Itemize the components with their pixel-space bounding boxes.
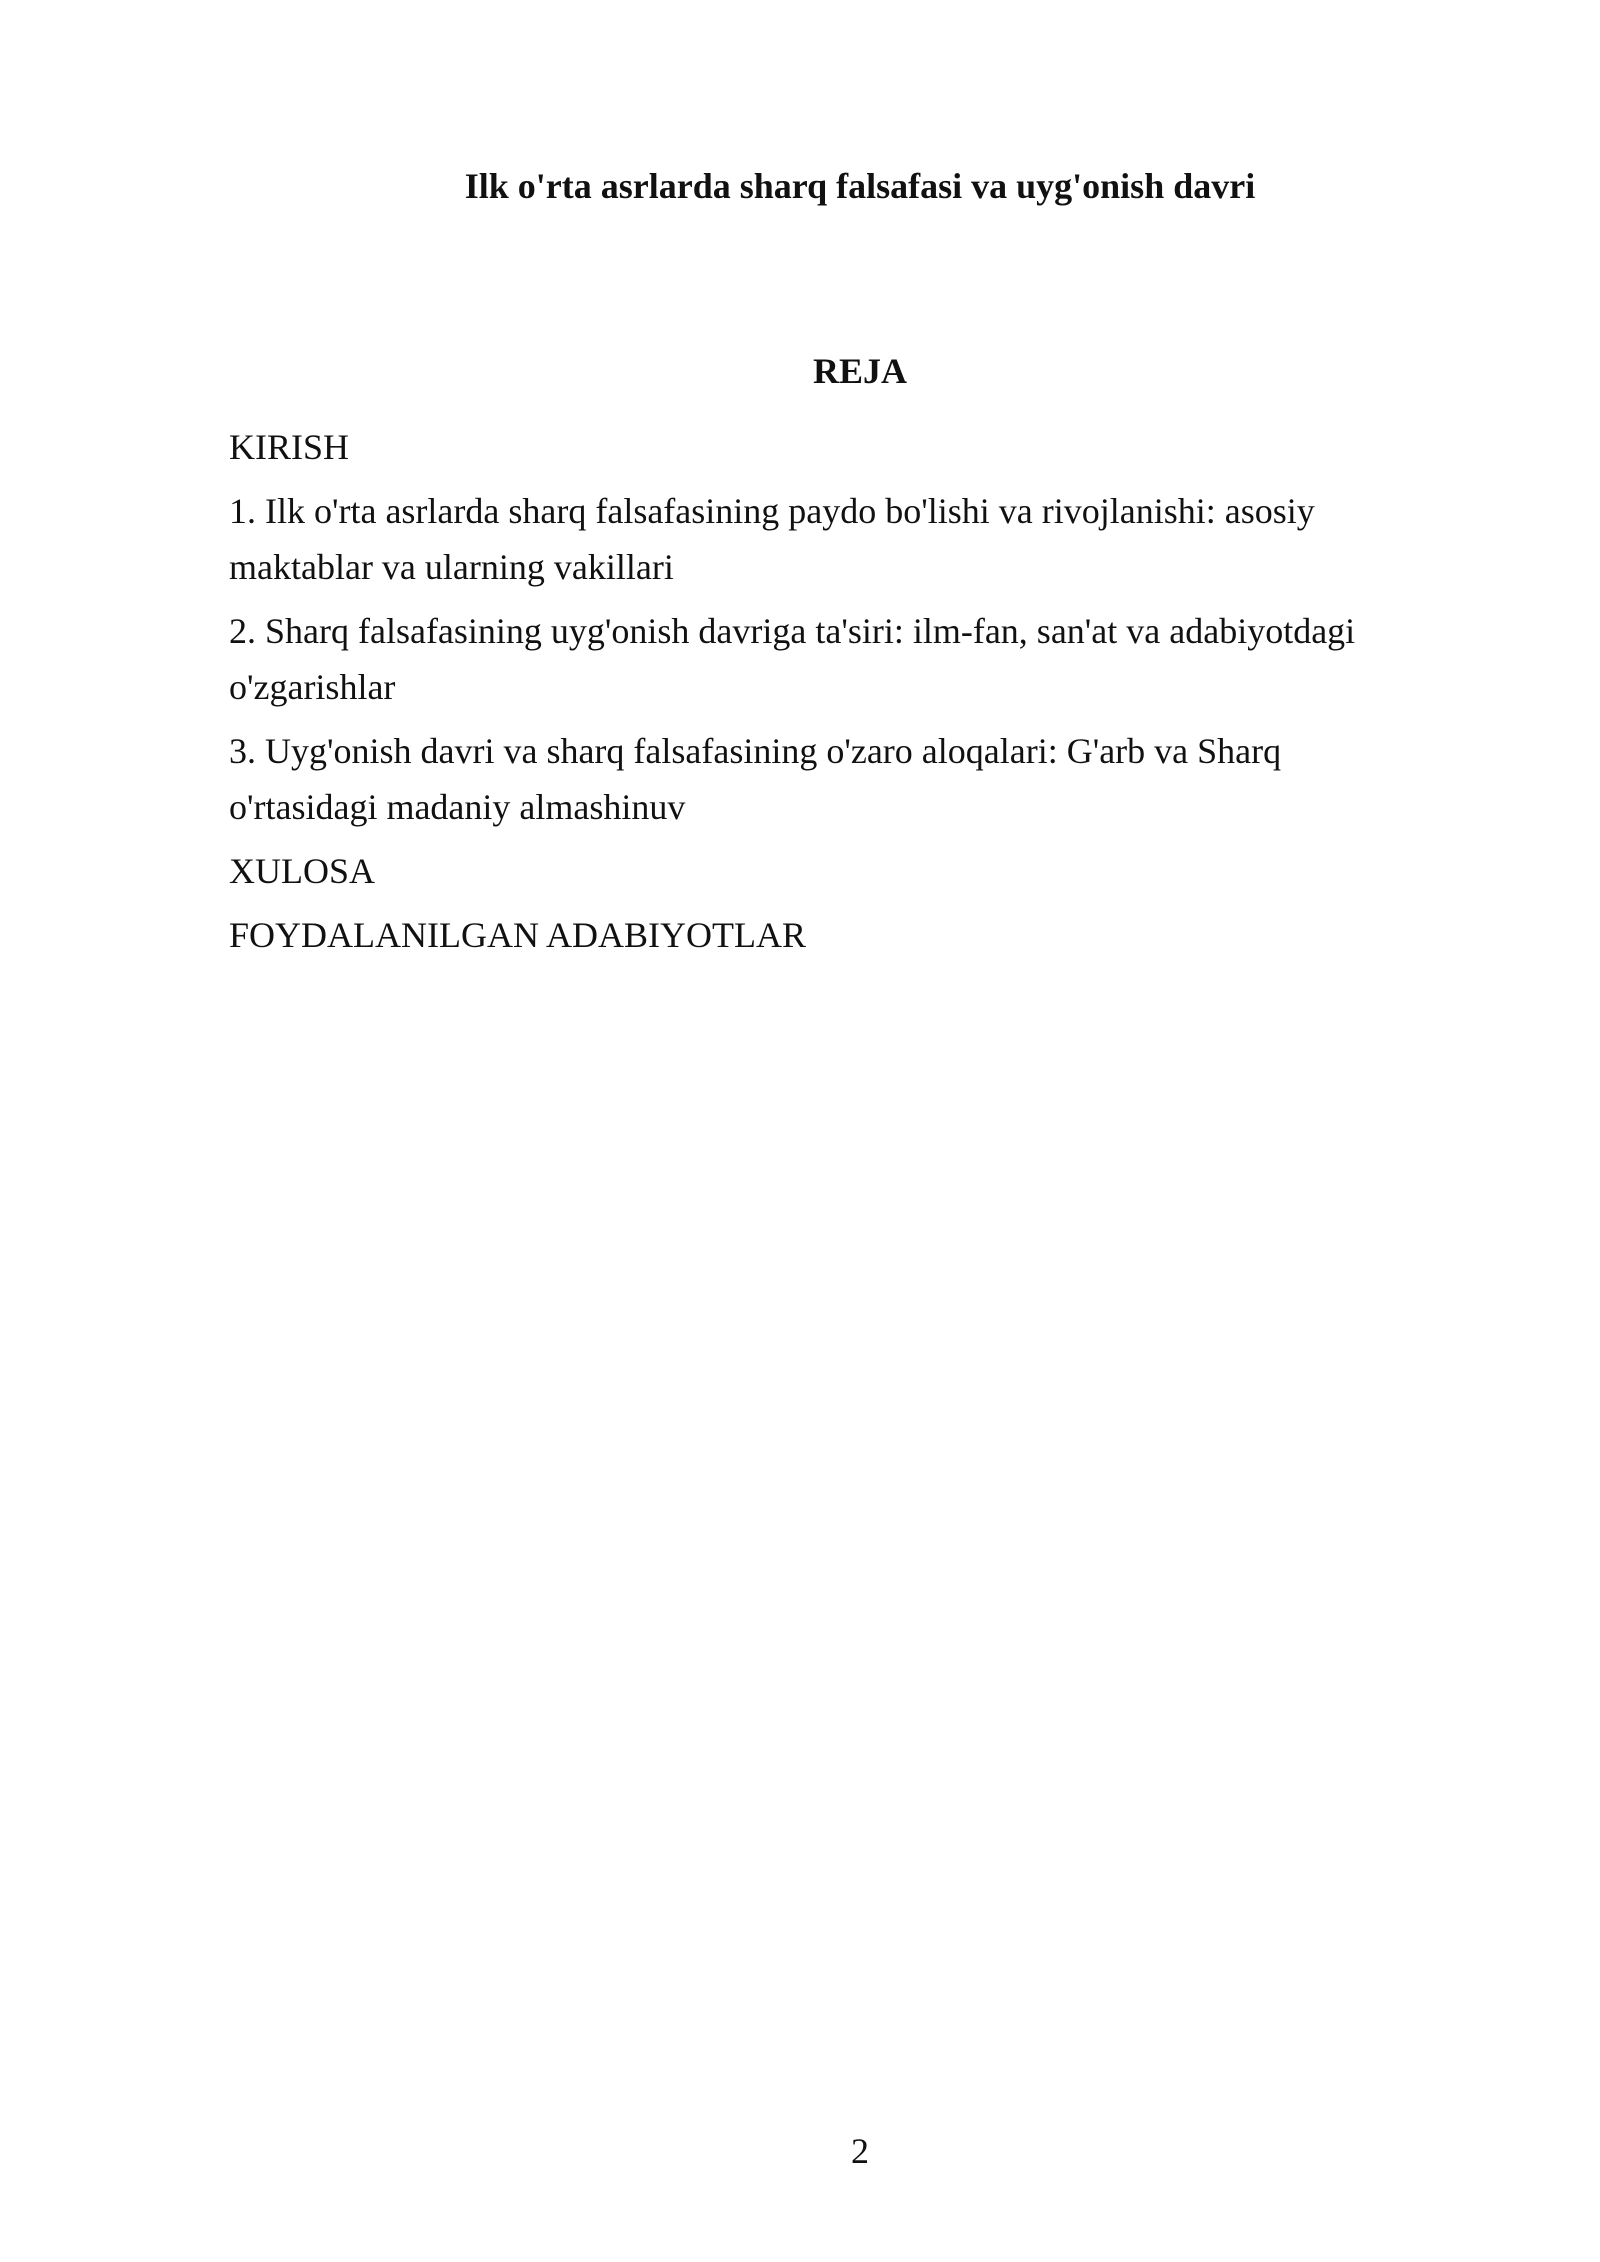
- plan-list: [229, 419, 1429, 971]
- plan-item-1: 1. Ilk o'rta asrlarda sharq falsafasining paydo bo'lishi va rivojlanishi: asosiy maktablar va ularning vakillari: [229, 491, 1315, 587]
- plan-heading: REJA: [812, 351, 907, 391]
- plan-item-conclusion: XULOSA: [229, 851, 376, 891]
- plan-item-2: 2. Sharq falsafasining uyg'onish davriga ta'siri: ilm-fan, san'at va adabiyotdagi o'zgarishlar: [229, 611, 1356, 707]
- plan-item-3: 3. Uyg'onish davri va sharq falsafasining o'zaro aloqalari: G'arb va Sharq o'rtasidagi madaniy almashinuv: [229, 731, 1282, 827]
- plan-item-introduction: KIRISH: [229, 427, 350, 467]
- document-title: Ilk o'rta asrlarda sharq falsafasi va uyg'onish davri: [464, 166, 1256, 206]
- page-number: 2: [851, 2131, 869, 2171]
- plan-item-references: FOYDALANILGAN ADABIYOTLAR: [229, 915, 806, 955]
